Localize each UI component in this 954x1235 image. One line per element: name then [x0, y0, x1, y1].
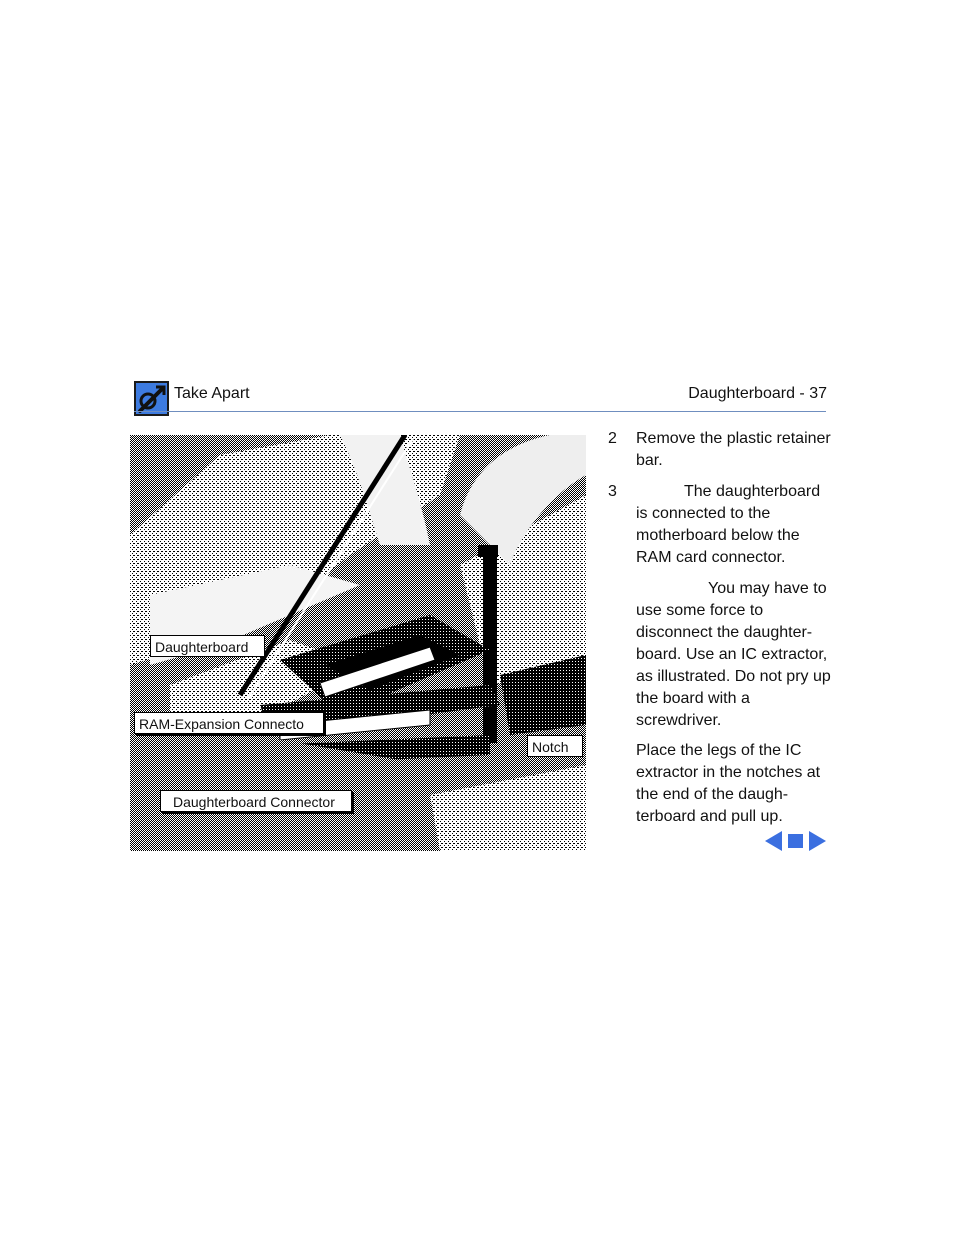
instruction-text: Place the legs of the IC extractor in the notches at the end of the daugh-terboard and pull up.	[636, 742, 821, 825]
header-divider	[134, 411, 826, 412]
step-text: The daughterboard is connected to the motherboard below the RAM card connector.	[636, 483, 821, 566]
page-navigation	[764, 830, 826, 852]
section-title: Take Apart	[174, 385, 250, 402]
step-number: 2	[608, 430, 617, 447]
callout-notch: Notch	[527, 735, 583, 757]
left-arrow-icon[interactable]	[764, 830, 784, 852]
caution-note: You may have to use some force to disconnect the daughter-board. Use an IC extractor, as illustrated. Do not pry up the board with a screwdriver.	[636, 580, 831, 729]
callout-ram-expansion-connector: RAM-Expansion Connecto	[134, 712, 324, 734]
right-arrow-icon[interactable]	[807, 830, 827, 852]
step-number: 3	[608, 483, 617, 500]
callout-daughterboard-connector: Daughterboard Connector	[160, 790, 352, 812]
step-text: Remove the plastic retainer bar.	[636, 430, 831, 469]
square-icon[interactable]	[786, 830, 806, 852]
callout-daughterboard: Daughterboard	[150, 635, 265, 657]
page-title: Daughterboard - 37	[688, 385, 827, 402]
